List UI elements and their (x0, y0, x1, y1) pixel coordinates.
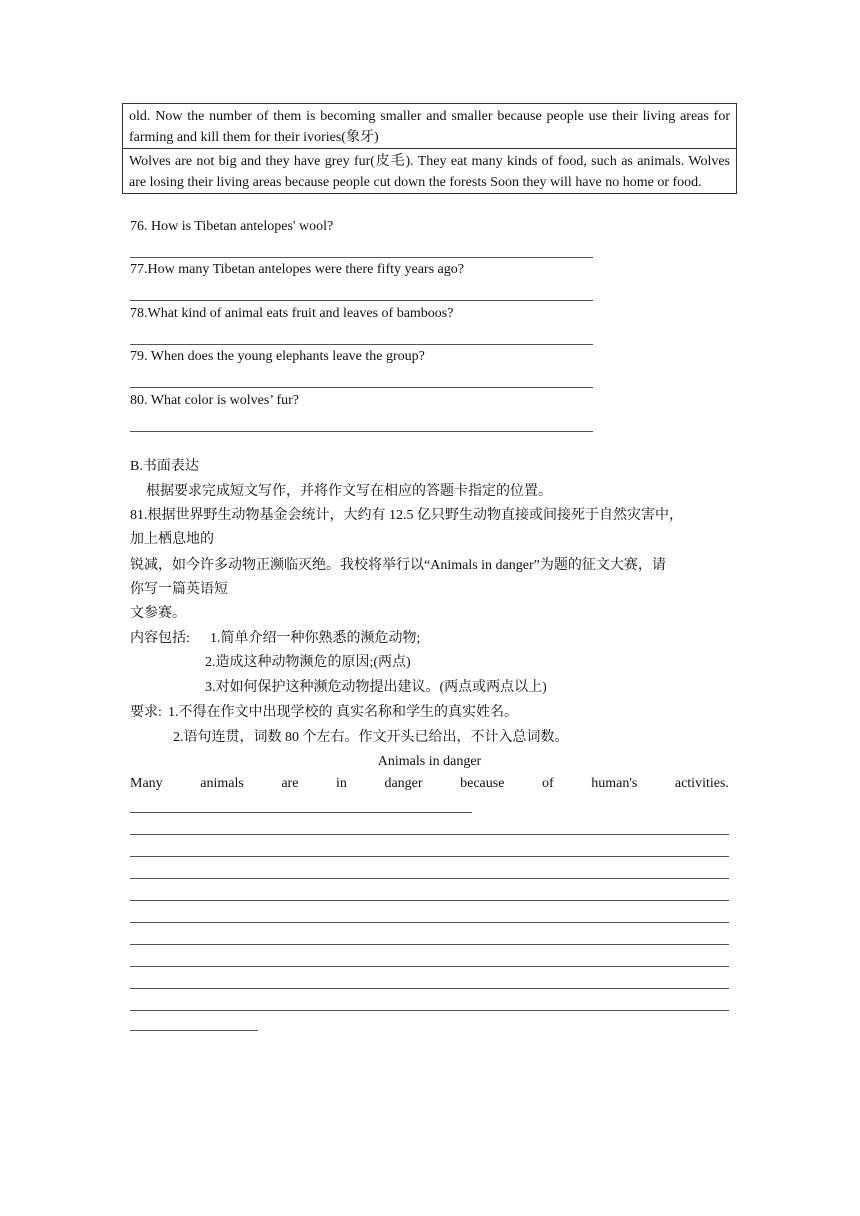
passage-table (122, 103, 737, 194)
requirement-item-1: 1.不得在作文中出现学校的 真实名称和学生的真实姓名。 (168, 705, 518, 720)
opening-word: are (281, 776, 299, 791)
essay-line[interactable] (130, 812, 472, 813)
content-item-1: 1.简单介绍一种你熟悉的濒危动物; (210, 631, 421, 646)
section-title: B.书面表达 (130, 459, 199, 474)
question-77 (130, 259, 730, 301)
opening-word: of (541, 776, 554, 791)
essay-line[interactable] (130, 1010, 729, 1011)
prompt-line: 锐减，如今许多动物正濒临灭绝。我校将举行以“Animals in danger”为题的征文大赛，请 (130, 558, 666, 573)
content-item-3: 3.对如何保护这种濒危动物提出建议。(两点或两点以上) (205, 680, 547, 695)
essay-line[interactable] (130, 1030, 258, 1031)
opening-word: danger (384, 776, 423, 791)
table-row-elephants: old. Now the number of them is becoming smaller and smaller because people use their living areas for farming and kill them for their ivories(象牙) (129, 109, 730, 145)
opening-word: animals (200, 776, 244, 791)
opening-word: because (460, 776, 505, 791)
question-text: 80. What color is wolves’ fur? (130, 393, 299, 408)
opening-word: human's (591, 776, 638, 791)
requirement-label: 要求: (130, 705, 162, 720)
essay-line[interactable] (130, 922, 729, 923)
answer-line[interactable] (130, 411, 593, 432)
question-text: 76. How is Tibetan antelopes' wool? (130, 219, 334, 234)
question-text: 77.How many Tibetan antelopes were there fifty years ago? (130, 262, 464, 277)
prompt-line: 81.根据世界野生动物基金会统计，大约有 12.5 亿只野生动物直接或间接死于自然灾害中， (130, 508, 683, 523)
requirement-item-2: 2.语句连贯，词数 80 个左右。作文开头已给出，不计入总词数。 (173, 730, 569, 745)
question-78 (130, 303, 730, 345)
essay-line[interactable] (130, 856, 729, 857)
answer-line[interactable] (130, 280, 593, 301)
content-label: 内容包括: (130, 631, 190, 646)
essay-line[interactable] (130, 900, 729, 901)
content-item-2: 2.造成这种动物濒危的原因;(两点) (205, 655, 411, 670)
opening-word: activities. (674, 776, 729, 791)
instruction-text: 根据要求完成短文写作，并将作文写在相应的答题卡指定的位置。 (146, 484, 552, 499)
essay-line[interactable] (130, 944, 729, 945)
opening-word: in (336, 776, 347, 791)
essay-title: Animals in danger (377, 754, 482, 769)
essay-line[interactable] (130, 834, 729, 835)
prompt-line: 文参赛。 (130, 606, 186, 621)
essay-line[interactable] (130, 988, 729, 989)
essay-opening (130, 772, 729, 795)
answer-line[interactable] (130, 324, 593, 345)
prompt-line: 你写一篇英语短 (130, 582, 228, 597)
question-76 (130, 216, 730, 258)
question-text: 78.What kind of animal eats fruit and leaves of bamboos? (130, 306, 454, 321)
table-row-wolves: Wolves are not big and they have grey fur(皮毛). They eat many kinds of food, such as animals. Wolves are losing their living areas because people cut down the forests Soon they will have no home or food. (123, 148, 736, 193)
question-80 (130, 390, 730, 432)
opening-word: Many (130, 776, 163, 791)
essay-line[interactable] (130, 966, 729, 967)
prompt-line: 加上栖息地的 (130, 532, 214, 547)
question-79 (130, 346, 730, 388)
answer-line[interactable] (130, 367, 593, 388)
question-text: 79. When does the young elephants leave the group? (130, 349, 425, 364)
answer-line[interactable] (130, 237, 593, 258)
essay-line[interactable] (130, 878, 729, 879)
